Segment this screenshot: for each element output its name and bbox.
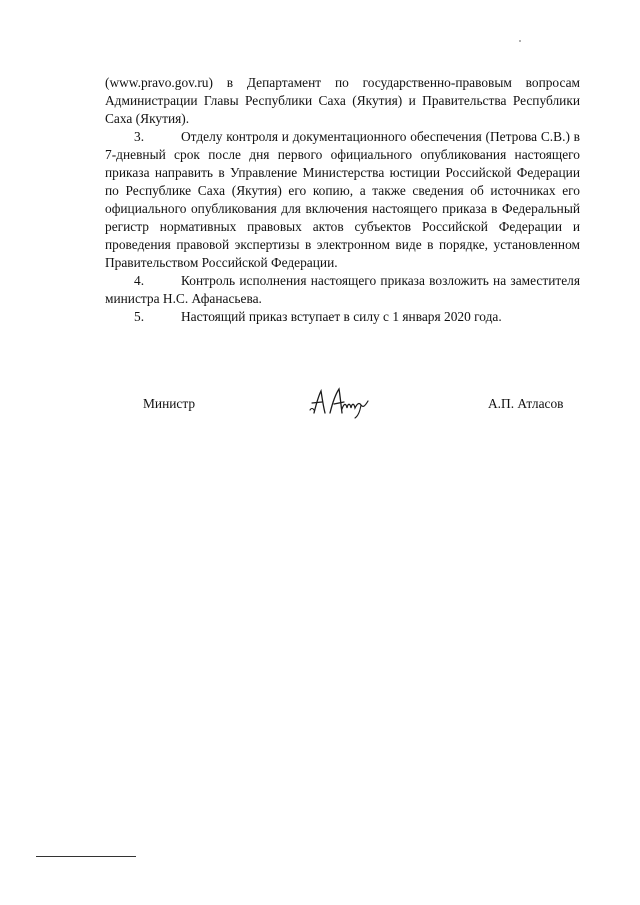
paragraph-3: [105, 128, 580, 272]
paragraph-text: (www.pravo.gov.ru) в Департамент по государственно-правовым вопросам Администрации Главы Республики Саха (Якутия) и Правительства Республики Саха (Якутия).: [105, 75, 580, 126]
signatory-name: А.П. Атласов: [488, 396, 564, 411]
footer-divider: [36, 856, 136, 857]
paragraph-number: 4.: [134, 273, 145, 288]
paragraph-continuation: [105, 74, 580, 128]
signature-block: [0, 393, 640, 433]
paragraph-text: Контроль исполнения настоящего приказа возложить на заместителя министра Н.С. Афанасьева.: [105, 273, 580, 306]
paragraph-5: [105, 308, 580, 326]
signatory-title: Министр: [143, 396, 196, 411]
document-body: [105, 74, 580, 326]
paragraph-number: 3.: [134, 129, 145, 144]
paragraph-number: 5.: [134, 309, 145, 324]
scan-speck: [519, 40, 521, 42]
paragraph-text: Отделу контроля и документационного обеспечения (Петрова С.В.) в 7-дневный срок после дня первого официального опубликования настоящего приказа направить в Управление Министерства юстиции Российской Федерации по Республике Саха (Якутия) его копию, а также сведения об источниках его официального опубликования для включения настоящего приказа в Федеральный регистр нормативных правовых актов субъектов Российской Федерации и проведения правовой экспертизы в электронном виде в порядке, установленном Правительством Российской Федерации.: [105, 129, 580, 270]
paragraph-4: [105, 272, 580, 308]
paragraph-text: Настоящий приказ вступает в силу с 1 января 2020 года.: [181, 309, 502, 324]
handwritten-signature: [308, 383, 374, 421]
